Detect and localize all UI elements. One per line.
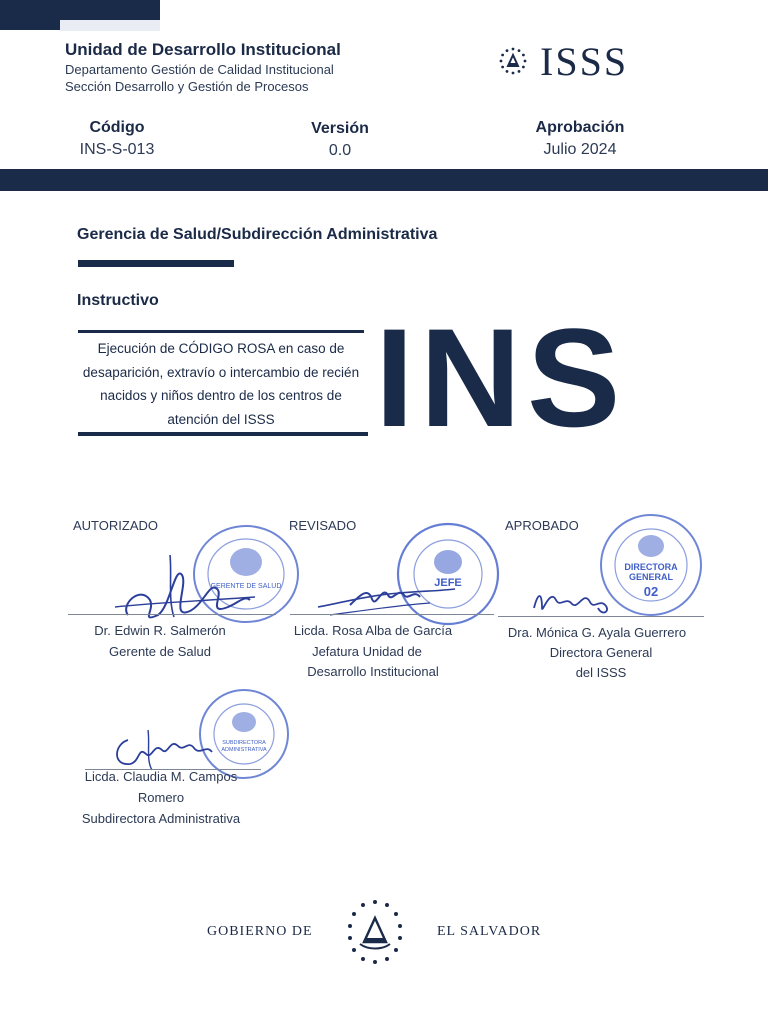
document-description: Ejecución de CÓDIGO ROSA en caso de desaparición, extravío o intercambio de recién nacidos y niños dentro de los centros de atención del ISSS bbox=[82, 341, 360, 427]
code-value: INS-S-013 bbox=[79, 141, 155, 158]
version-value: 0.0 bbox=[328, 142, 352, 159]
subdirector-role: Subdirectora Administrativa bbox=[81, 811, 241, 826]
authorized-role: Gerente de Salud bbox=[109, 644, 211, 659]
footer-el-salvador-text: EL SALVADOR bbox=[437, 924, 542, 939]
reviewed-name: Licda. Rosa Alba de García bbox=[293, 623, 453, 638]
stamp-3-line-2: GENERAL bbox=[628, 572, 674, 582]
description-top-rule bbox=[78, 330, 364, 333]
section-line: Sección Desarrollo y Gestión de Procesos bbox=[65, 79, 309, 94]
subdirector-name-line-1: Licda. Claudia M. Campos bbox=[84, 769, 238, 784]
stamp-3-line-1: DIRECTORA bbox=[624, 562, 678, 572]
code-label: Código bbox=[89, 119, 145, 136]
header-tab-accent bbox=[60, 20, 160, 31]
approval-label: Aprobación bbox=[535, 119, 625, 136]
rosa-alba-signature bbox=[310, 565, 460, 625]
document-code-large: INS bbox=[375, 299, 627, 456]
reviewed-role-line-1: Jefatura Unidad de bbox=[312, 644, 422, 659]
authorized-heading: AUTORIZADO bbox=[73, 518, 158, 533]
subdirector-name-line-2: Romero bbox=[137, 790, 185, 805]
isss-emblem-icon bbox=[498, 46, 528, 76]
approved-role-line-1: Directora General bbox=[549, 645, 653, 660]
el-salvador-coat-of-arms-icon bbox=[340, 896, 410, 968]
approved-heading: APROBADO bbox=[505, 518, 579, 533]
approval-value: Julio 2024 bbox=[543, 141, 617, 158]
approved-role-line-2: del ISSS bbox=[575, 665, 627, 680]
approved-name: Dra. Mónica G. Ayala Guerrero bbox=[507, 625, 687, 640]
stamp-3-line-3: 02 bbox=[643, 584, 659, 599]
reviewed-heading: REVISADO bbox=[289, 518, 357, 533]
isss-logo-text: ISSS bbox=[540, 39, 629, 84]
document-type: Instructivo bbox=[77, 292, 159, 309]
section-underline bbox=[78, 260, 234, 267]
monica-ayala-signature bbox=[528, 578, 618, 620]
stamp-2-text: JEFE bbox=[434, 577, 462, 589]
version-label: Versión bbox=[311, 120, 369, 137]
header-band bbox=[0, 169, 768, 191]
signature-line-3 bbox=[498, 616, 704, 617]
stamp-1-text: GERENTE DE SALUD bbox=[210, 583, 282, 590]
department-line: Departamento Gestión de Calidad Institucional bbox=[65, 62, 334, 77]
section-title: Gerencia de Salud/Subdirección Administrativa bbox=[77, 226, 438, 243]
authorized-name: Dr. Edwin R. Salmerón bbox=[94, 623, 226, 638]
stamp-4-line-1: SUBDIRECTORA bbox=[222, 740, 266, 746]
signature-line-2 bbox=[290, 614, 494, 615]
footer-gobierno-text: GOBIERNO DE bbox=[207, 924, 313, 939]
description-bottom-rule bbox=[78, 432, 368, 436]
stamp-4-line-2: ADMINISTRATIVA bbox=[221, 747, 267, 753]
unit-title: Unidad de Desarrollo Institucional bbox=[65, 40, 341, 59]
reviewed-role-line-2: Desarrollo Institucional bbox=[307, 664, 439, 679]
signature-line-1 bbox=[68, 614, 276, 615]
